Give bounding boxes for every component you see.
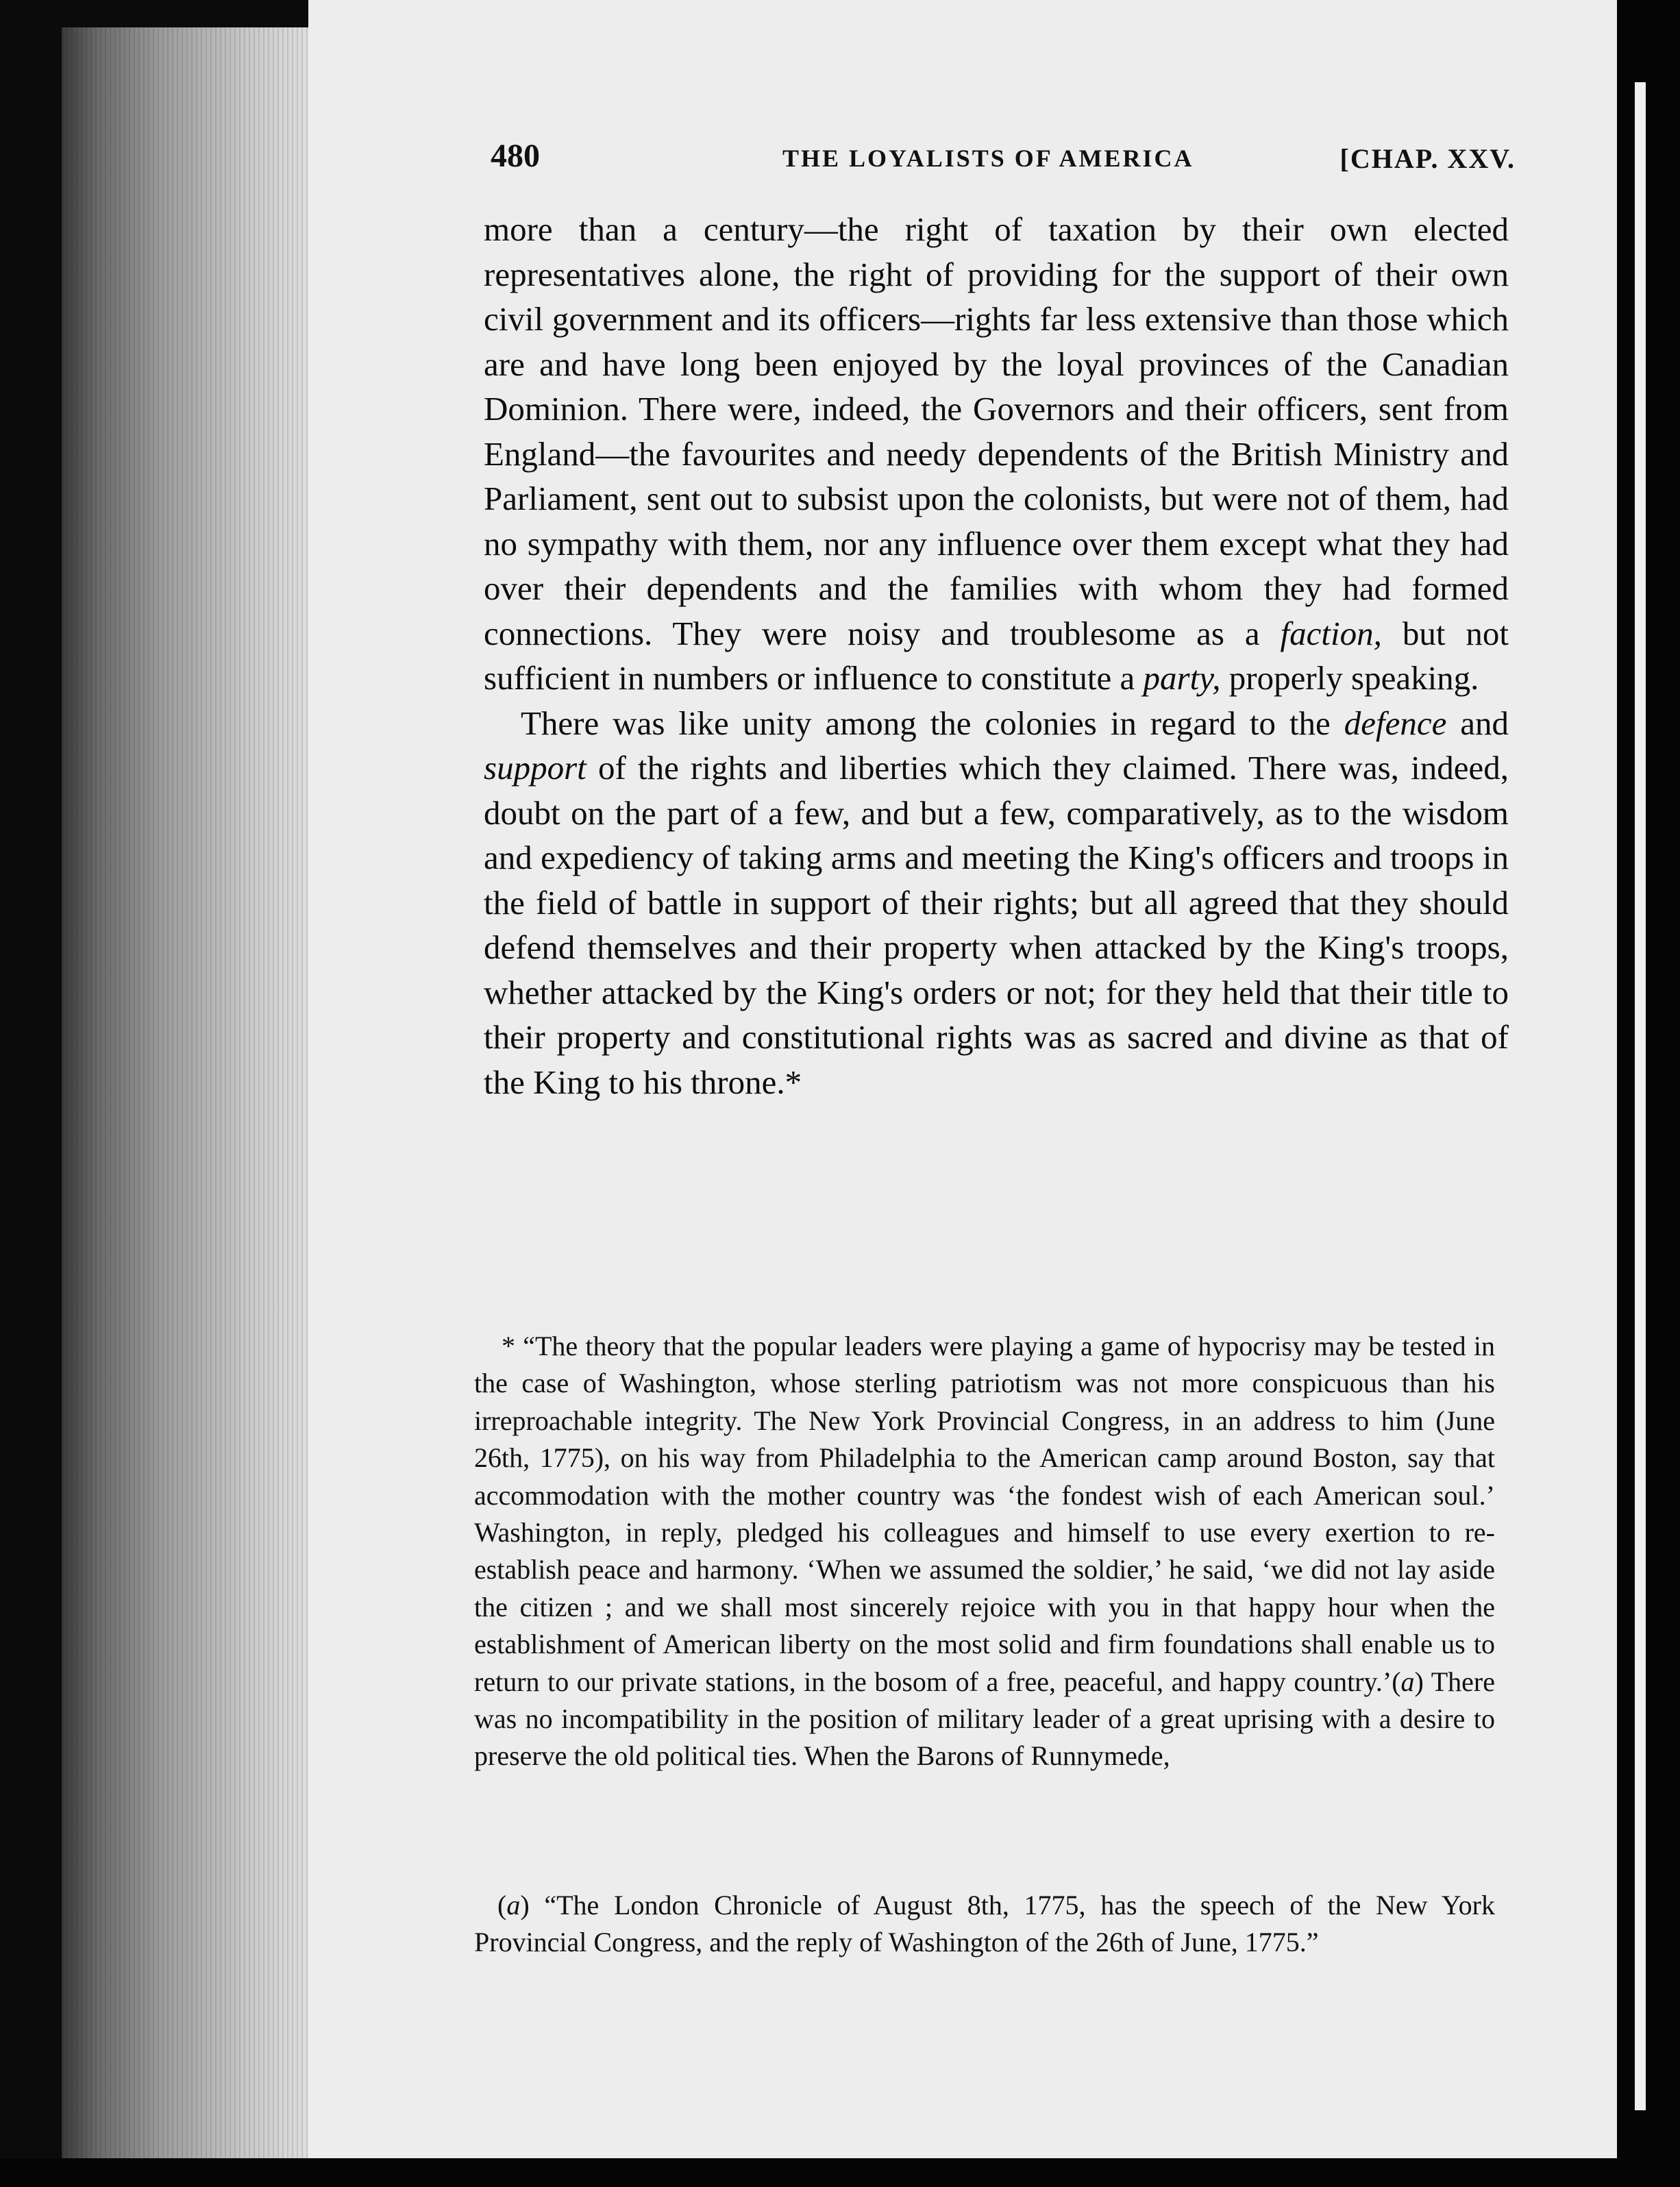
paragraph-2: There was like unity among the colonies in regard to the defence and support of the rights and liberties which they claimed. There was, indeed, doubt on the part of a few, and but a few, comparatively, as to the wisdom and expediency of taking arms and meeting the King's officers and troops in the field of battle in support of their rights; but all agreed that they should defend themselves and their property when attacked by the King's troops, whether attacked by the King's orders or not; for they held that their title to their property and constitutional rights was as sacred and divine as that of the King to his throne.* xyxy=(484,704,1509,1101)
main-text xyxy=(484,207,1509,1104)
page-header xyxy=(491,137,1516,185)
paragraph-1: more than a century—the right of taxation by their own elected representatives alone, the right of providing for the support of their own civil government and its officers—rights far less extensive than those which are and have long been enjoyed by the loyal provinces of the Canadian Dominion. There were, indeed, the Governors and their officers, sent from England—the favourites and needy dependents of the British Ministry and Parliament, sent out to subsist upon the colonists, but were not of them, had no sympathy with them, nor any influence over them except what they had over their dependents and the families with whom they had formed connections. They were noisy and troublesome as a faction, but not sufficient in numbers or influence to constitute a party, properly speaking. xyxy=(484,210,1509,697)
scan-bottom-border xyxy=(0,2158,1680,2187)
book-page-edges xyxy=(62,27,308,2158)
footnote-a: (a) “The London Chronicle of August 8th, 1775, has the speech of the New York Provincial Congress, and the reply of Washington of the 26th of June, 1775.” xyxy=(474,1890,1495,1958)
chapter-label: [CHAP. XXV. xyxy=(1339,143,1516,174)
next-page-edge xyxy=(1635,82,1646,2110)
running-title: THE LOYALISTS OF AMERICA xyxy=(782,145,1194,172)
footnote-star: * “The theory that the popular leaders were playing a game of hypocrisy may be tested in the case of Washington, whose sterling patriotism was not more conspicuous than his irreproachable integrity. The New York Provincial Congress, in an address to him (June 26th, 1775), on his way from Philadelphia to the American camp around Boston, say that accommodation with the mother country was ‘the fondest wish of each American soul.’ Washington, in reply, pledged his colleagues and himself to use every exertion to re-establish peace and harmony. ‘When we assumed the soldier,’ he said, ‘we did not lay aside the citizen ; and we shall most sincerely rejoice with you in that happy hour when the establishment of American liberty on the most solid and firm foundations shall enable us to return to our private stations, in the bosom of a free, peaceful, and happy country.’(a) There was no incompatibility in the position of military leader of a great uprising with a desire to preserve the old political ties. When the Barons of Runnymede, xyxy=(474,1331,1495,1772)
page-number: 480 xyxy=(491,138,540,174)
scan-right-border xyxy=(1617,0,1680,2187)
